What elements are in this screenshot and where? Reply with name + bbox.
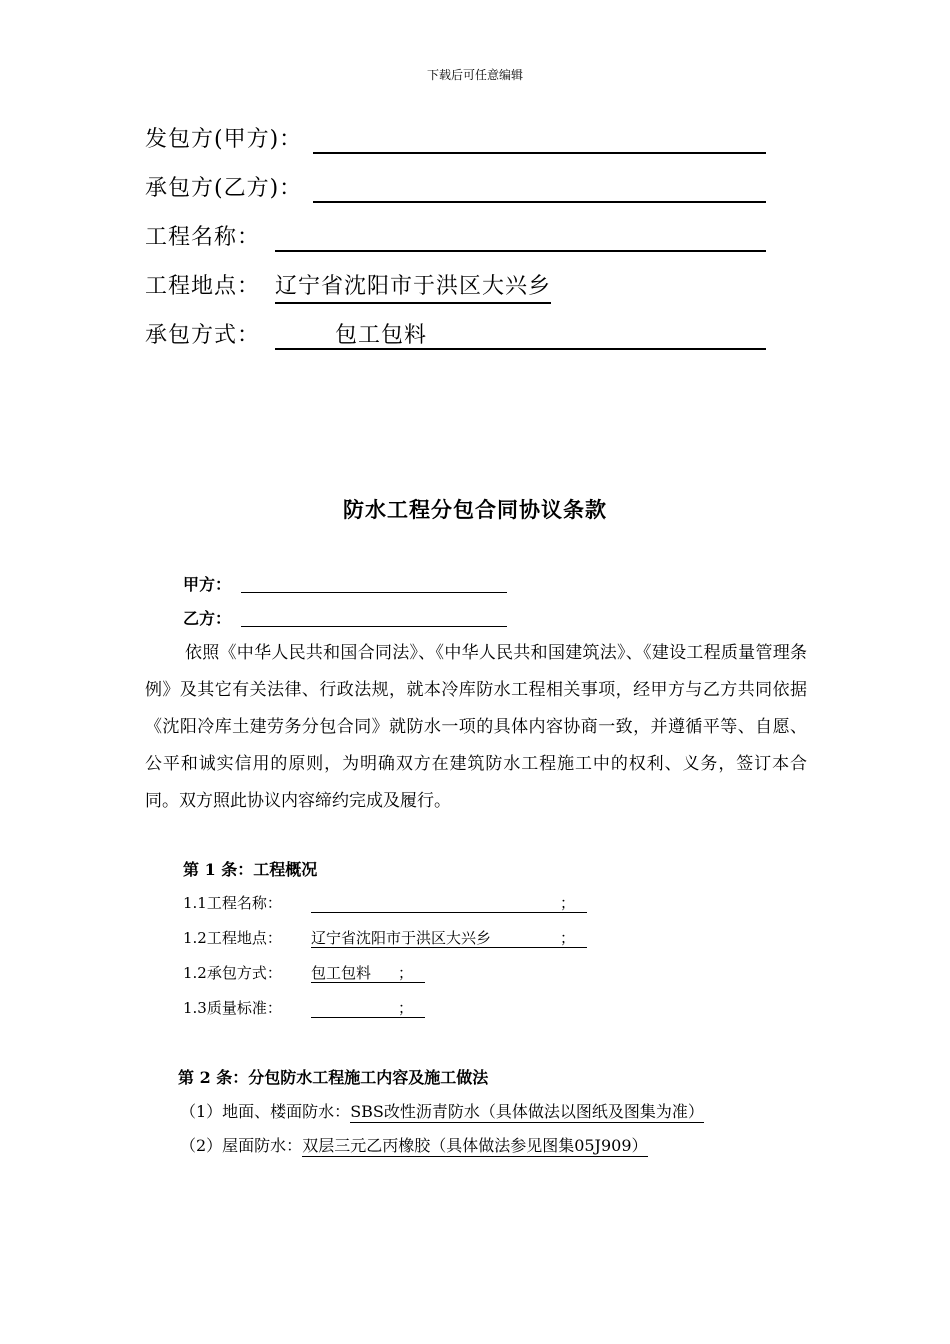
contract-mode-value: 包工包料 xyxy=(335,323,428,348)
party-b-label: 乙方： xyxy=(183,609,232,628)
item-label: 1.3质量标准： xyxy=(183,999,282,1017)
section1-item-project-location xyxy=(183,927,575,953)
section2-item-roof-waterproofing xyxy=(180,1133,648,1156)
item-underline[interactable] xyxy=(311,997,425,1018)
contractor-blank-line[interactable] xyxy=(313,171,766,203)
contract-mode-label: 承包方式： xyxy=(145,323,261,348)
item-underline xyxy=(311,927,587,948)
party-b-blank-line[interactable] xyxy=(241,606,507,627)
item-label: 1.2工程地点： xyxy=(183,929,282,947)
intro-paragraph xyxy=(145,635,807,820)
item-end: ； xyxy=(397,999,413,1017)
item-end: ； xyxy=(559,929,575,947)
item-underline xyxy=(311,962,425,983)
party-a-field xyxy=(183,572,231,598)
section2-heading: 第 2 条：分包防水工程施工内容及施工做法 xyxy=(178,1068,489,1087)
section1-item-quality-standard xyxy=(183,997,413,1023)
item-end: ； xyxy=(397,964,413,982)
item-value: 包工包料 xyxy=(311,964,372,982)
item-label: （1）地面、楼面防水： xyxy=(180,1102,351,1121)
item-value: SBS改性沥青防水（具体做法以图纸及图集为准） xyxy=(350,1102,704,1121)
item-value: 辽宁省沈阳市于洪区大兴乡 xyxy=(311,929,492,947)
section1-item-contract-mode xyxy=(183,962,413,988)
section2-item-floor-waterproofing xyxy=(180,1099,704,1122)
intro-paragraph-text: 依照《中华人民共和国合同法》、《中华人民共和国建筑法》、《建设工程质量管理条例》及其它有关法律、行政法规，就本冷库防水工程相关事项，经甲方与乙方共同依据《沈阳冷库土建劳务分包合同》就防水一项的具体内容协商一致，并遵循平等、自愿、公平和诚实信用的原则，为明确双方在建筑防水工程施工中的权利、义务，签订本合同。双方照此协议内容缔约完成及履行。 xyxy=(145,643,807,811)
item-label: 1.2承包方式： xyxy=(183,964,282,982)
item-value: 双层三元乙丙橡胶（具体做法参见图集05J909） xyxy=(302,1136,648,1155)
employer-label: 发包方(甲方)： xyxy=(145,127,303,152)
item-underline[interactable] xyxy=(311,892,587,913)
contractor-label: 承包方(乙方)： xyxy=(145,176,303,201)
party-b-field xyxy=(183,606,231,632)
project-name-blank-line[interactable] xyxy=(275,220,766,252)
party-a-label: 甲方： xyxy=(183,575,232,594)
document-title: 防水工程分包合同协议条款 xyxy=(343,497,607,522)
party-a-blank-line[interactable] xyxy=(241,572,507,593)
item-label: （2）屋面防水： xyxy=(180,1136,303,1155)
employer-blank-line[interactable] xyxy=(313,122,766,154)
project-location-label: 工程地点： xyxy=(145,274,261,299)
header-note: 下载后可任意编辑 xyxy=(426,68,523,82)
project-name-label: 工程名称： xyxy=(145,225,261,250)
section1-heading: 第 1 条：工程概况 xyxy=(183,860,318,879)
project-location-value: 辽宁省沈阳市于洪区大兴乡 xyxy=(275,269,551,304)
item-end: ； xyxy=(559,894,575,912)
item-label: 1.1工程名称： xyxy=(183,894,282,912)
section1-item-project-name xyxy=(183,892,575,918)
